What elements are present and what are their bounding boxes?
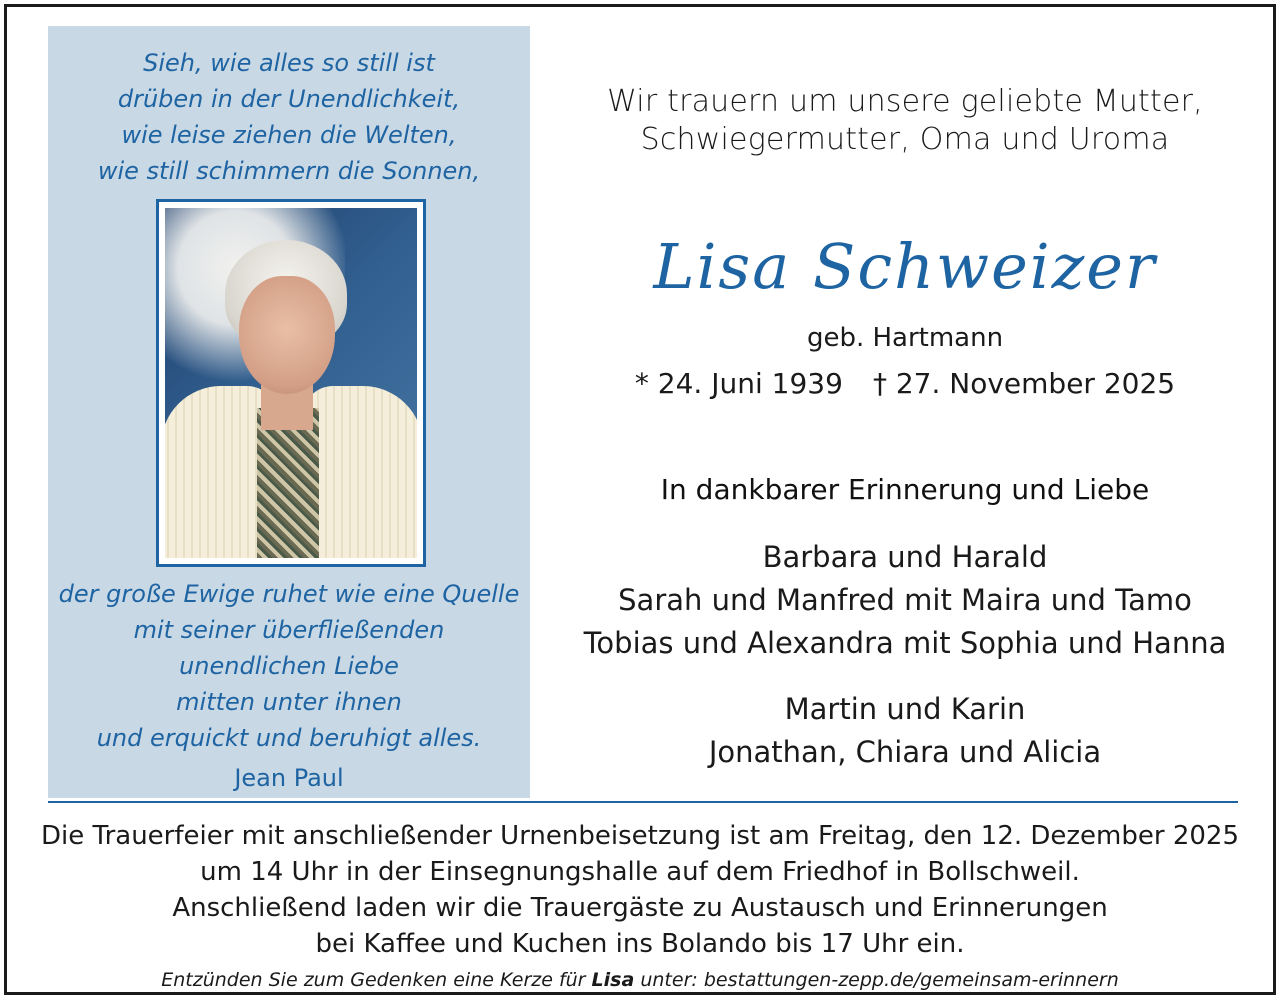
divider: [48, 801, 1238, 803]
poem-line: unendlichen Liebe: [179, 652, 399, 680]
candle-footer: [7, 967, 1273, 993]
portrait-frame: [156, 199, 426, 567]
family-line: Sarah und Manfred mit Maira und Tamo: [618, 583, 1192, 617]
poem-line: der große Ewige ruhet wie eine Quelle: [58, 580, 520, 608]
memory-line: In dankbarer Erinnerung und Liebe: [660, 473, 1150, 506]
intro-text: [537, 83, 1273, 159]
family-line: Jonathan, Chiara und Alicia: [708, 735, 1102, 769]
poem-line: mitten unter ihnen: [176, 688, 402, 716]
family-group-2: [537, 688, 1273, 774]
poem-line: Sieh, wie alles so still ist: [143, 49, 435, 77]
family-group-1: [537, 536, 1273, 665]
family-line: Martin und Karin: [784, 692, 1026, 726]
life-dates: [537, 365, 1273, 403]
birth-date: * 24. Juni 1939: [634, 367, 843, 400]
portrait-photo: [165, 208, 417, 558]
footer-prefix: Entzünden Sie zum Gedenken eine Kerze für: [161, 969, 586, 991]
service-line: um 14 Uhr in der Einsegnungshalle auf dem Friedhof in Bollschweil.: [200, 857, 1080, 887]
poem-line: wie still schimmern die Sonnen,: [97, 157, 481, 185]
birth-name: geb. Hartmann: [806, 323, 1004, 353]
service-line: Die Trauerfeier mit anschließender Urnenbeisetzung ist am Freitag, den 12. Dezember 2025: [41, 821, 1239, 851]
poem-panel: [48, 26, 530, 798]
poem-line: drüben in der Unendlichkeit,: [117, 85, 461, 113]
intro-line: Wir trauern um unsere geliebte Mutter,: [607, 84, 1203, 119]
service-line: bei Kaffee und Kuchen ins Bolando bis 17 Uhr ein.: [315, 929, 965, 959]
deceased-name: Lisa Schweizer: [653, 230, 1157, 303]
poem-top: [48, 45, 530, 189]
intro-line: Schwiegermutter, Oma und Uroma: [640, 122, 1170, 157]
poem-line: und erquickt und beruhigt alles.: [96, 724, 482, 752]
poem-author: Jean Paul: [234, 764, 344, 792]
service-line: Anschließend laden wir die Trauergäste zu Austausch und Erinnerungen: [172, 893, 1108, 923]
family-line: Tobias und Alexandra mit Sophia und Hanna: [583, 626, 1227, 660]
footer-link[interactable]: unter: bestattungen-zepp.de/gemeinsam-erinnern: [640, 969, 1119, 991]
footer-name: Lisa: [591, 969, 635, 991]
poem-bottom: [48, 576, 530, 756]
obituary-notice: [4, 4, 1276, 995]
service-info: [7, 818, 1273, 962]
family-line: Barbara und Harald: [762, 540, 1048, 574]
poem-line: wie leise ziehen die Welten,: [121, 121, 457, 149]
death-date: † 27. November 2025: [872, 367, 1176, 400]
poem-line: mit seiner überfließenden: [133, 616, 445, 644]
